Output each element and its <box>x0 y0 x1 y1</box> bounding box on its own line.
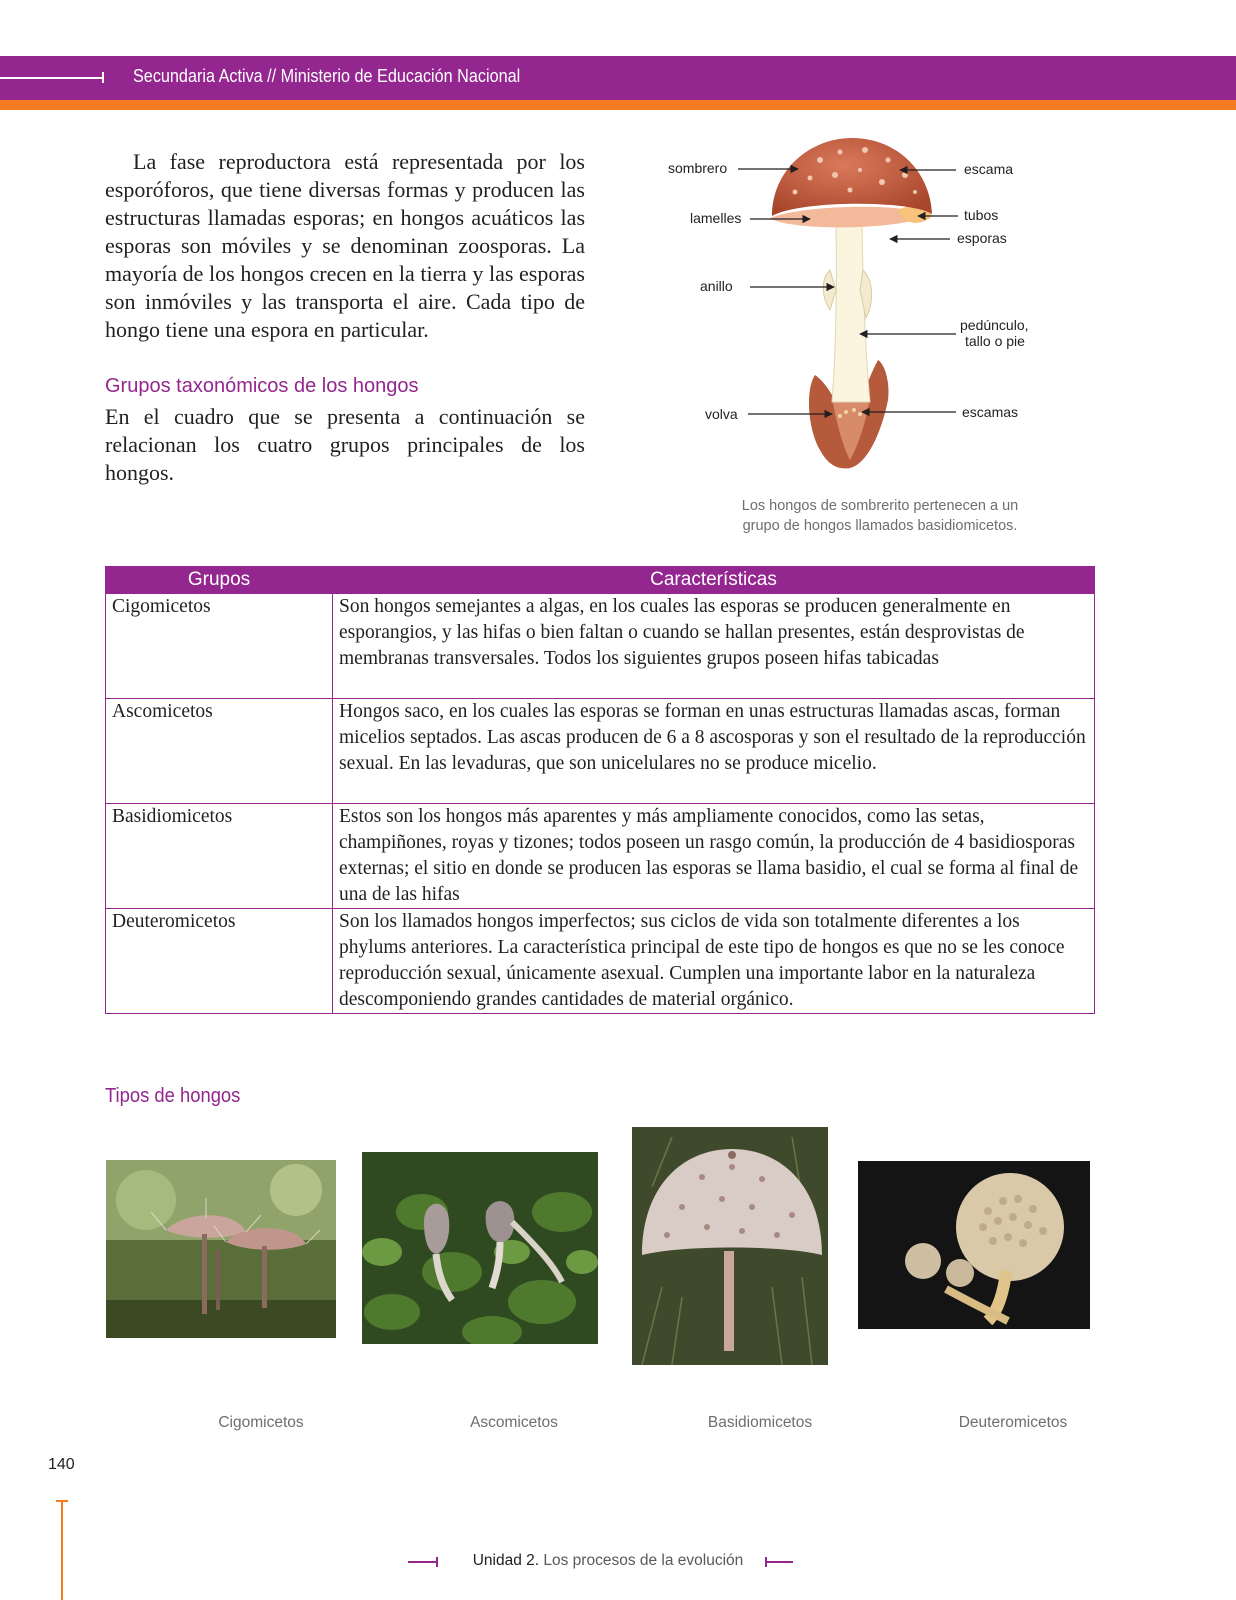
label-escama: escama <box>964 161 1014 177</box>
group-description: Son los llamados hongos imperfectos; sus ciclos de vida son totalmente diferentes a los phylums anteriores. La característica principal de este tipo de hongos es que no se les conoce reproducción sexual, únicamente asexual. Cumplen una importante labor en la naturaleza descomponiendo grandes cantidades de material orgánico. <box>333 909 1095 1014</box>
types-heading: Tipos de hongos <box>105 1085 241 1107</box>
header-title: Secundaria Activa // Ministerio de Educación Nacional <box>133 66 521 86</box>
caption-basidiomicetos: Basidiomicetos <box>707 1414 813 1431</box>
caption-ascomicetos: Ascomicetos <box>470 1414 558 1431</box>
header-rule <box>0 77 102 79</box>
group-name: Cigomicetos <box>106 594 333 699</box>
label-peduncle-1: pedúnculo, <box>960 317 1029 333</box>
table-row <box>106 594 1095 699</box>
photo-deuteromicetos <box>858 1161 1090 1329</box>
footer-unit-label: Unidad 2. <box>472 1552 540 1569</box>
group-description: Estos son los hongos más aparentes y más ampliamente conocidos, como las setas, champiñones, royas y tizones; todos poseen un rasgo común, la producción de 4 basidiosporas externas; el sitio en donde se producen las esporas se llama basidio, el cual se forma al final de una de las hifas <box>333 804 1095 909</box>
group-name: Deuteromicetos <box>106 909 333 1014</box>
group-name: Ascomicetos <box>106 699 333 804</box>
mushroom-diagram <box>660 130 1080 490</box>
caption-deuteromicetos: Deuteromicetos <box>958 1414 1068 1431</box>
group-description: Hongos saco, en los cuales las esporas se forman en unas estructuras llamadas ascas, forman micelios septados. Las ascas producen de 6 a 8 ascosporas y son el resultado de la reproducción sexual. En las levaduras, que son unicelulares no se produce micelio. <box>333 699 1095 804</box>
header-caracteristicas: Características <box>333 567 1095 594</box>
header-rule-tick <box>102 72 104 83</box>
photo-basidiomicetos <box>632 1127 828 1365</box>
page-number: 140 <box>48 1456 75 1473</box>
intro-paragraph: La fase reproductora está representada por los esporóforos, que tiene diversas formas y producen las estructuras llamadas esporas; en hongos acuáticos las esporas son móviles y se denominan zoosporas. La mayoría de los hongos crecen en la tierra y las esporas son inmóviles y las transporta el aire. Cada tipo de hongo tiene una espora en particular. <box>105 149 585 342</box>
table-row <box>106 909 1095 1014</box>
label-anillo: anillo <box>700 278 733 294</box>
header-grupos: Grupos <box>106 567 333 594</box>
label-tubos: tubos <box>964 207 999 223</box>
table-header-row <box>106 567 1095 594</box>
label-sombrero: sombrero <box>668 160 728 176</box>
diagram-caption <box>660 496 1100 536</box>
group-description: Son hongos semejantes a algas, en los cuales las esporas se producen generalmente en esporangios, y las hifas o bien faltan o cuando se hallan presentes, están desprovistas de membranas transversales. Todos los siguientes grupos poseen hifas tabicadas <box>333 594 1095 699</box>
photo-cigomicetos <box>106 1160 336 1338</box>
footer-unit <box>408 1552 808 1570</box>
table-row <box>106 699 1095 804</box>
label-esporas: esporas <box>957 230 1007 246</box>
groups-table <box>105 566 1095 1014</box>
table-row <box>106 804 1095 909</box>
groups-intro-paragraph: En el cuadro que se presenta a continuación se relacionan los cuatro grupos principales de los hongos. <box>105 404 585 485</box>
diagram-caption-line-1: Los hongos de sombrerito pertenecen a un <box>741 498 1019 514</box>
footer-unit-name: Los procesos de la evolución <box>543 1552 744 1569</box>
footer-rule-right <box>765 1561 793 1563</box>
label-escamas: escamas <box>962 404 1019 420</box>
photo-ascomicetos <box>362 1152 598 1344</box>
footer-margin-line <box>61 1500 63 1600</box>
groups-heading: Grupos taxonómicos de los hongos <box>105 375 419 397</box>
label-lamelles: lamelles <box>690 210 742 226</box>
diagram-caption-line-2: grupo de hongos llamados basidiomicetos. <box>742 518 1018 534</box>
group-name: Basidiomicetos <box>106 804 333 909</box>
label-peduncle-2: tallo o pie <box>965 333 1025 349</box>
caption-cigomicetos: Cigomicetos <box>218 1414 304 1431</box>
label-volva: volva <box>705 406 738 422</box>
cap-shape <box>772 138 932 216</box>
stipe-shape <box>832 225 870 402</box>
header-orange-stripe <box>0 100 1236 110</box>
